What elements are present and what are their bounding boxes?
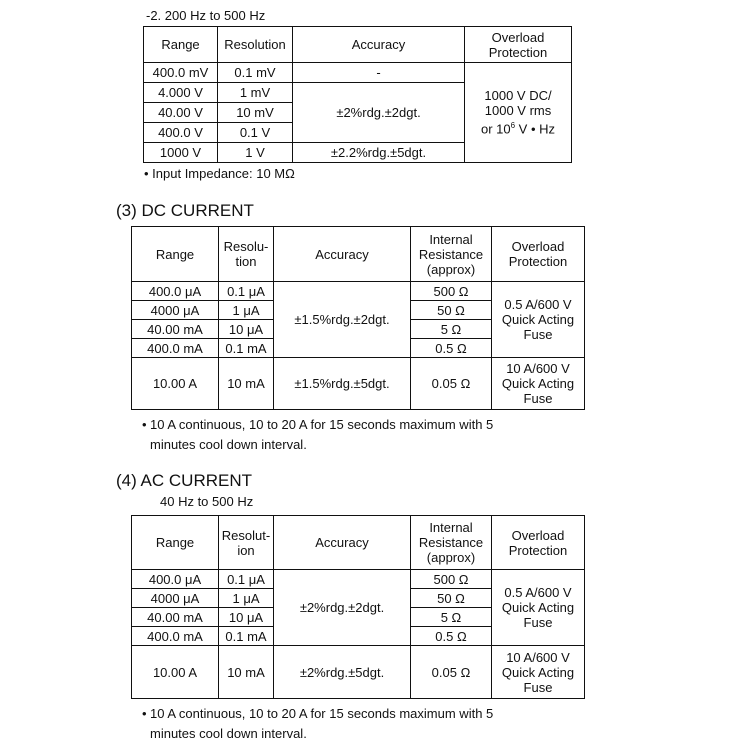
cell-resolution: 10 mA — [219, 358, 274, 410]
cell-range: 400.0 mA — [132, 627, 219, 646]
overload-exponent: 6 — [510, 121, 516, 131]
cell-range: 10.00 A — [132, 358, 219, 410]
cell-range: 4000 μA — [132, 301, 219, 320]
cell-overload-protection: 10 A/600 V Quick Acting Fuse — [492, 358, 585, 410]
bullet-icon: • — [142, 417, 147, 432]
ac-current-footnote — [142, 704, 562, 744]
header-resolution: Resolu-tion — [219, 227, 274, 282]
cell-overload-protection: 0.5 A/600 V Quick Acting Fuse — [492, 570, 585, 646]
dc-current-heading: (3) DC CURRENT — [116, 201, 254, 220]
header-accuracy: Accuracy — [274, 516, 411, 570]
cell-range: 40.00 mA — [132, 608, 219, 627]
overload-suffix: V • Hz — [515, 121, 556, 137]
header-internal-resistance: Internal Resistance (approx) — [411, 227, 492, 282]
cell-resolution: 0.1 μA — [219, 570, 274, 589]
ac-current-frequency-subtitle: 40 Hz to 500 Hz — [160, 494, 254, 509]
ac-current-spec-table — [131, 515, 585, 699]
cell-accuracy: ±1.5%rdg.±5dgt. — [274, 358, 411, 410]
cell-internal-resistance: 0.05 Ω — [411, 646, 492, 699]
header-overload-protection: Overload Protection — [492, 516, 585, 570]
cell-internal-resistance: 0.05 Ω — [411, 358, 492, 410]
cell-internal-resistance: 500 Ω — [411, 282, 492, 301]
cell-resolution: 0.1 μA — [219, 282, 274, 301]
cell-resolution: 1 μA — [219, 589, 274, 608]
overload-line: 1000 V DC/ — [484, 88, 552, 104]
header-resolution: Resolut-ion — [219, 516, 274, 570]
cell-range: 40.00 mA — [132, 320, 219, 339]
cell-resolution: 1 mV — [218, 83, 293, 103]
cell-resolution: 1 V — [218, 143, 293, 163]
dc-current-footnote — [142, 415, 562, 455]
cell-accuracy: ±1.5%rdg.±2dgt. — [274, 282, 411, 358]
overload-prefix: or 10 — [480, 121, 511, 137]
cell-range: 400.0 μA — [132, 282, 219, 301]
cell-range: 400.0 μA — [132, 570, 219, 589]
footnote-line: minutes cool down interval. — [150, 726, 307, 741]
cell-internal-resistance: 5 Ω — [411, 320, 492, 339]
overload-line: 1000 V rms — [484, 103, 552, 119]
cell-accuracy: ±2.2%rdg.±5dgt. — [293, 143, 465, 163]
cell-range: 40.00 V — [144, 103, 218, 123]
cell-resolution: 10 mV — [218, 103, 293, 123]
cell-range: 400.0 mA — [132, 339, 219, 358]
cell-overload-protection: 10 A/600 V Quick Acting Fuse — [492, 646, 585, 699]
ac-current-heading: (4) AC CURRENT — [116, 471, 253, 490]
footnote-line: 10 A continuous, 10 to 20 A for 15 seconds maximum with 5 — [150, 706, 494, 721]
cell-internal-resistance: 5 Ω — [411, 608, 492, 627]
cell-accuracy: ±2%rdg.±2dgt. — [293, 83, 465, 143]
cell-accuracy: - — [293, 63, 465, 83]
cell-range: 400.0 mV — [144, 63, 218, 83]
header-resolution: Resolution — [218, 27, 293, 63]
cell-resolution: 0.1 V — [218, 123, 293, 143]
cell-range: 10.00 A — [132, 646, 219, 699]
footnote-line: 10 A continuous, 10 to 20 A for 15 seconds maximum with 5 — [150, 417, 494, 432]
header-range: Range — [144, 27, 218, 63]
cell-internal-resistance: 50 Ω — [411, 301, 492, 320]
header-overload-protection: Overload Protection — [465, 27, 572, 63]
cell-range: 4000 μA — [132, 589, 219, 608]
header-range: Range — [132, 516, 219, 570]
cell-range: 400.0 V — [144, 123, 218, 143]
cell-internal-resistance: 0.5 Ω — [411, 339, 492, 358]
cell-internal-resistance: 0.5 Ω — [411, 627, 492, 646]
overload-line — [467, 118, 569, 136]
cell-accuracy: ±2%rdg.±2dgt. — [274, 570, 411, 646]
header-accuracy: Accuracy — [293, 27, 465, 63]
header-internal-resistance: Internal Resistance (approx) — [411, 516, 492, 570]
ac-voltage-spec-table — [143, 26, 572, 163]
input-impedance-note: • Input Impedance: 10 MΩ — [144, 166, 295, 181]
bullet-icon: • — [142, 706, 147, 721]
cell-accuracy: ±2%rdg.±5dgt. — [274, 646, 411, 699]
cell-internal-resistance: 50 Ω — [411, 589, 492, 608]
cell-overload-protection — [465, 63, 572, 163]
cell-resolution: 0.1 mA — [219, 339, 274, 358]
cell-overload-protection: 0.5 A/600 V Quick Acting Fuse — [492, 282, 585, 358]
cell-range: 1000 V — [144, 143, 218, 163]
header-accuracy: Accuracy — [274, 227, 411, 282]
cell-internal-resistance: 500 Ω — [411, 570, 492, 589]
header-range: Range — [132, 227, 219, 282]
ac-voltage-frequency-subtitle: -2. 200 Hz to 500 Hz — [146, 8, 266, 23]
cell-resolution: 10 mA — [219, 646, 274, 699]
cell-range: 4.000 V — [144, 83, 218, 103]
cell-resolution: 0.1 mV — [218, 63, 293, 83]
cell-resolution: 0.1 mA — [219, 627, 274, 646]
dc-current-spec-table — [131, 226, 585, 410]
footnote-line: minutes cool down interval. — [150, 437, 307, 452]
header-overload-protection: Overload Protection — [492, 227, 585, 282]
cell-resolution: 10 μA — [219, 608, 274, 627]
cell-resolution: 1 μA — [219, 301, 274, 320]
cell-resolution: 10 μA — [219, 320, 274, 339]
